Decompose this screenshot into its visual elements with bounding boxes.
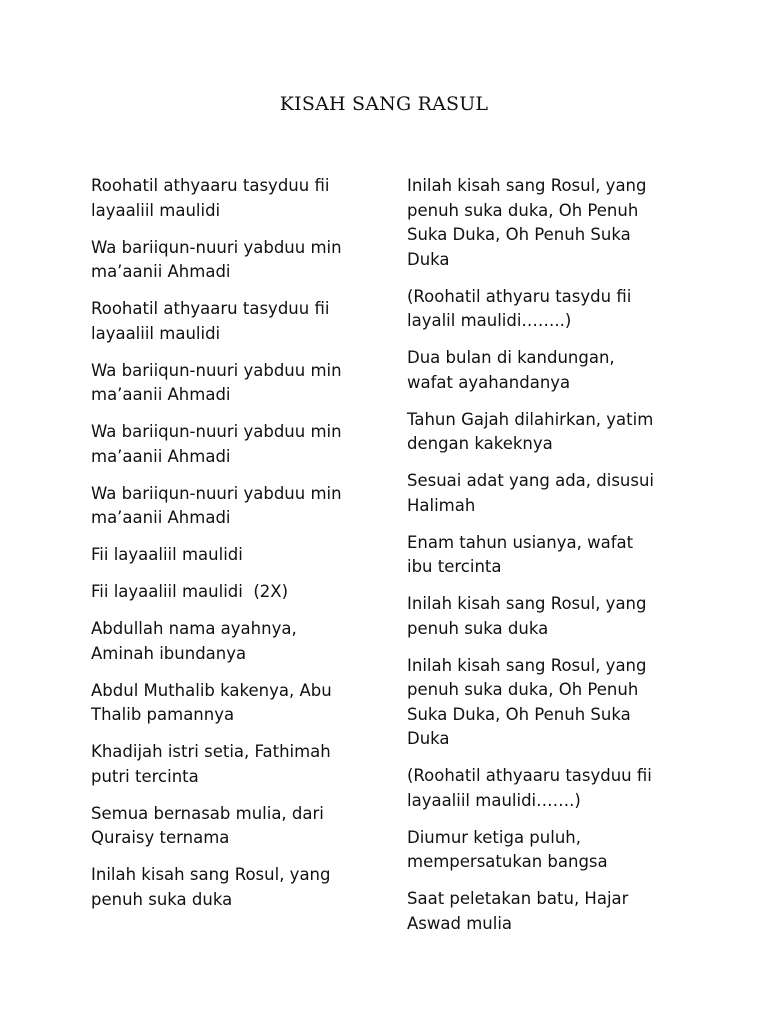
stanza: Wa bariiqun-nuuri yabduu min ma’aanii Ahmadi	[91, 422, 342, 466]
stanza: Wa bariiqun-nuuri yabduu min ma’aanii Ahmadi	[91, 237, 342, 281]
lyrics-column-right	[407, 174, 679, 949]
stanza: Enam tahun usianya, wafat ibu tercinta	[407, 532, 634, 576]
stanza: Inilah kisah sang Rosul, yang penuh suka duka	[91, 865, 331, 909]
stanza: (Roohatil athyaru tasydu fii layalil maulidi……..)	[407, 286, 632, 330]
stanza: Abdul Muthalib kakenya, Abu Thalib pamannya	[91, 680, 332, 724]
stanza: Fii layaaliil maulidi (2X)	[91, 582, 289, 601]
stanza: Roohatil athyaaru tasyduu fii layaaliil maulidi	[91, 299, 330, 343]
stanza: Abdullah nama ayahnya, Aminah ibundanya	[91, 619, 297, 663]
page-title: KISAH SANG RASUL	[279, 93, 489, 115]
stanza: Roohatil athyaaru tasyduu fii layaaliil maulidi	[91, 176, 330, 220]
stanza: Khadijah istri setia, Fathimah putri tercinta	[91, 742, 331, 786]
stanza: Tahun Gajah dilahirkan, yatim dengan kakeknya	[407, 409, 654, 453]
stanza: Fii layaaliil maulidi	[91, 545, 243, 564]
stanza: Saat peletakan batu, Hajar Aswad mulia	[407, 889, 629, 933]
stanza: Inilah kisah sang Rosul, yang penuh suka duka, Oh Penuh Suka Duka, Oh Penuh Suka Duka	[407, 176, 647, 269]
stanza: Inilah kisah sang Rosul, yang penuh suka duka	[407, 594, 647, 638]
stanza: Dua bulan di kandungan, wafat ayahandanya	[407, 348, 615, 392]
stanza: (Roohatil athyaaru tasyduu fii layaaliil maulidi…….)	[407, 766, 652, 810]
lyrics-column-left	[91, 174, 383, 925]
stanza: Semua bernasab mulia, dari Quraisy ternama	[91, 803, 324, 847]
stanza: Inilah kisah sang Rosul, yang penuh suka duka, Oh Penuh Suka Duka, Oh Penuh Suka Duka	[407, 655, 647, 748]
stanza: Sesuai adat yang ada, disusui Halimah	[407, 471, 655, 515]
stanza: Diumur ketiga puluh, mempersatukan bangsa	[407, 827, 608, 871]
stanza: Wa bariiqun-nuuri yabduu min ma’aanii Ahmadi	[91, 483, 342, 527]
stanza: Wa bariiqun-nuuri yabduu min ma’aanii Ahmadi	[91, 360, 342, 404]
